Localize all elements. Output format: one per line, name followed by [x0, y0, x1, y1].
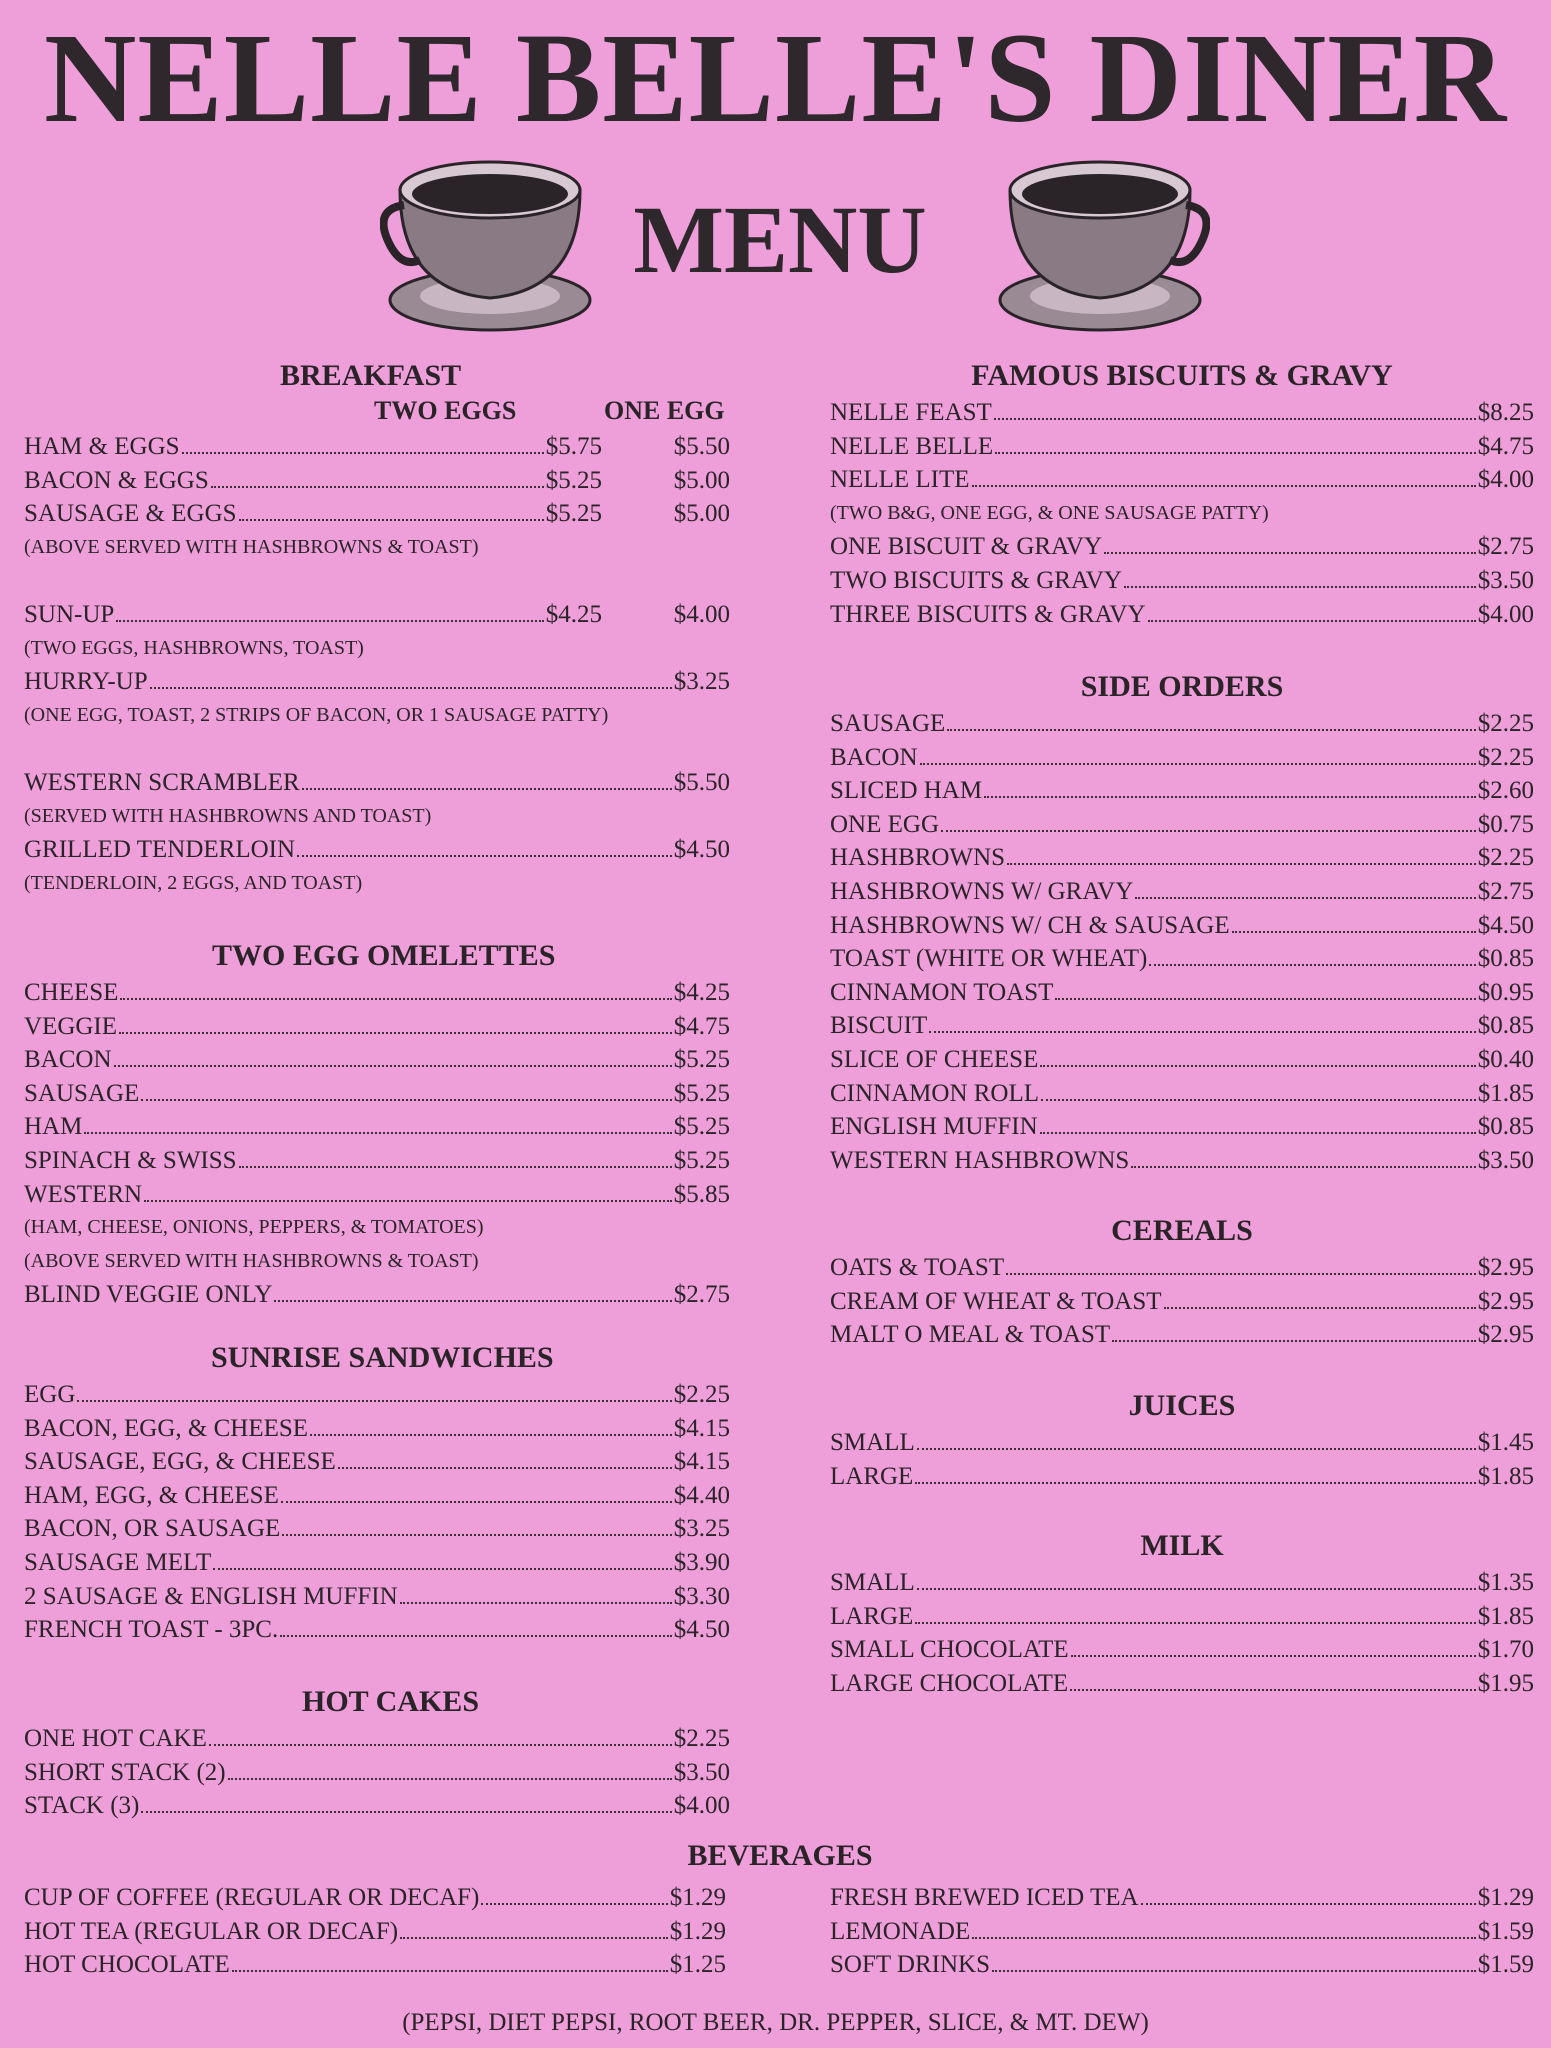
- item-name: HASHBROWNS W/ GRAVY: [830, 877, 1134, 905]
- menu-item: [24, 833, 730, 867]
- menu-item: [830, 1600, 1534, 1634]
- dot-leader: [338, 1447, 672, 1469]
- item-name: NELLE LITE: [830, 466, 970, 494]
- item-price: $5.50: [673, 768, 730, 796]
- menu-item: [830, 774, 1534, 808]
- item-name: HURRY-UP: [24, 668, 148, 696]
- menu-note: (HAM, CHEESE, ONIONS, PEPPERS, & TOMATOES): [24, 1216, 484, 1239]
- section-title: TWO EGG OMELETTES: [212, 939, 556, 972]
- item-name: GRILLED TENDERLOIN: [24, 836, 296, 864]
- item-name: LARGE CHOCOLATE: [830, 1669, 1069, 1697]
- menu-item: [830, 598, 1534, 632]
- dot-leader: [400, 1917, 668, 1939]
- menu-item: [24, 1445, 730, 1479]
- dot-leader: [150, 667, 672, 689]
- item-price: $5.25: [545, 500, 602, 528]
- item-price: $1.95: [1477, 1669, 1534, 1697]
- dot-leader: [947, 709, 1475, 731]
- item-price: $4.00: [1477, 466, 1534, 494]
- item-name: OATS & TOAST: [830, 1254, 1005, 1281]
- section-title: HOT CAKES: [302, 1685, 479, 1718]
- menu-item: [24, 1948, 726, 1982]
- menu-item: [830, 1948, 1534, 1982]
- item-price: $3.30: [673, 1582, 730, 1610]
- sides-section: [830, 669, 1534, 1177]
- dot-leader: [994, 398, 1476, 420]
- item-price-one-egg: $4.00: [673, 600, 730, 628]
- item-name: HASHBROWNS W/ CH & SAUSAGE: [830, 911, 1230, 939]
- dot-leader: [84, 1112, 671, 1134]
- dot-leader: [1055, 978, 1475, 1000]
- dot-leader: [297, 835, 672, 857]
- dot-leader: [116, 600, 543, 622]
- section-title: BREAKFAST: [280, 359, 462, 392]
- item-name: 2 SAUSAGE & ENGLISH MUFFIN: [24, 1582, 398, 1610]
- dot-leader: [281, 1481, 672, 1503]
- item-name: SMALL CHOCOLATE: [830, 1636, 1069, 1664]
- dot-leader: [310, 1414, 672, 1436]
- dot-leader: [917, 1428, 1476, 1450]
- menu-item: [24, 464, 730, 498]
- dot-leader: [120, 978, 671, 1000]
- item-price: $2.95: [1477, 1254, 1534, 1281]
- item-price-one-egg: $5.00: [673, 466, 730, 494]
- menu-item: [24, 1077, 730, 1111]
- item-price: $5.25: [673, 1113, 730, 1141]
- menu-item: [24, 1722, 730, 1756]
- item-price: $2.25: [1477, 710, 1534, 737]
- menu-note: (TWO EGGS, HASHBROWNS, TOAST): [24, 636, 364, 659]
- item-price: $5.85: [673, 1180, 730, 1208]
- omelettes-section: [24, 938, 730, 1312]
- menu-item: [830, 1633, 1534, 1667]
- dot-leader: [1070, 1669, 1476, 1691]
- menu-item: [830, 1915, 1534, 1949]
- item-price: $1.85: [1477, 1462, 1534, 1490]
- dot-leader: [992, 1950, 1476, 1972]
- item-price: $0.95: [1477, 978, 1534, 1006]
- item-price: $3.25: [673, 1515, 730, 1543]
- menu-item: [24, 1043, 730, 1077]
- menu-item: [830, 1110, 1534, 1144]
- dot-leader: [209, 1724, 672, 1746]
- dot-leader: [213, 1548, 671, 1570]
- item-name: THREE BISCUITS & GRAVY: [830, 600, 1146, 628]
- menu-item: [830, 1318, 1534, 1352]
- item-name: SLICE OF CHEESE: [830, 1045, 1039, 1073]
- item-price: $2.25: [1477, 743, 1534, 771]
- dot-leader: [917, 1568, 1476, 1590]
- item-name: LARGE: [830, 1602, 914, 1630]
- dot-leader: [1164, 1287, 1476, 1309]
- menu-item: [830, 1881, 1534, 1915]
- item-name: BACON, OR SAUSAGE: [24, 1515, 281, 1543]
- menu-item: [830, 976, 1534, 1010]
- dot-leader: [915, 1602, 1475, 1624]
- menu-item: [24, 1512, 730, 1546]
- item-price: $1.85: [1477, 1602, 1534, 1630]
- section-title: BEVERAGES: [687, 1839, 873, 1872]
- menu-item: [24, 598, 730, 632]
- item-name: SAUSAGE & EGGS: [24, 500, 237, 528]
- menu-heading: MENU: [633, 186, 927, 293]
- item-price: $1.85: [1477, 1079, 1534, 1107]
- menu-note: (TENDERLOIN, 2 EGGS, AND TOAST): [24, 871, 363, 894]
- item-name: SMALL: [830, 1569, 915, 1596]
- menu-item: [24, 665, 730, 699]
- item-price: $3.25: [673, 668, 730, 696]
- dot-leader: [929, 1011, 1476, 1033]
- item-name: BACON & EGGS: [24, 466, 209, 494]
- item-price: $2.95: [1477, 1321, 1534, 1349]
- beverages-right: [830, 1881, 1534, 1982]
- item-name: CINNAMON TOAST: [830, 978, 1054, 1006]
- item-name: SOFT DRINKS: [830, 1951, 990, 1979]
- coffee-cup-icon: [990, 150, 1210, 335]
- item-name: BACON: [24, 1046, 112, 1074]
- item-price: $4.15: [673, 1448, 730, 1476]
- item-price: $4.50: [1477, 911, 1534, 939]
- item-name: CHEESE: [24, 979, 119, 1006]
- cereals-section: [830, 1213, 1534, 1352]
- item-name: LARGE: [830, 1462, 914, 1490]
- menu-item: [830, 430, 1534, 464]
- beverages-left: [24, 1881, 726, 1982]
- milk-section: [830, 1528, 1534, 1700]
- item-name: HASHBROWNS: [830, 844, 1006, 872]
- item-price: $3.50: [673, 1758, 730, 1786]
- dot-leader: [1006, 1253, 1476, 1275]
- menu-note: (SERVED WITH HASHBROWNS AND TOAST): [24, 804, 432, 827]
- item-price: $0.75: [1477, 810, 1534, 838]
- item-name: TOAST (WHITE OR WHEAT): [830, 945, 1148, 973]
- menu-item: [830, 909, 1534, 943]
- menu-item: [830, 1077, 1534, 1111]
- dot-leader: [1148, 600, 1476, 622]
- dot-leader: [274, 1280, 671, 1302]
- dot-leader: [228, 1758, 672, 1780]
- breakfast-section: [24, 358, 730, 900]
- section-title: SIDE ORDERS: [1080, 670, 1284, 703]
- dot-leader: [1124, 566, 1476, 588]
- item-name: FRESH BREWED ICED TEA: [830, 1884, 1139, 1911]
- breakfast-column-headers: [24, 396, 730, 430]
- column-one-egg: ONE EGG: [604, 396, 725, 425]
- item-price: $1.70: [1477, 1636, 1534, 1664]
- dot-leader: [1104, 532, 1476, 554]
- item-name: HOT TEA (REGULAR OR DECAF): [24, 1917, 399, 1945]
- item-name: WESTERN SCRAMBLER: [24, 768, 300, 796]
- item-name: LEMONADE: [830, 1917, 971, 1945]
- menu-item: [24, 430, 730, 464]
- menu-item: [830, 1251, 1534, 1285]
- dot-leader: [232, 1950, 668, 1972]
- menu-item: [830, 396, 1534, 430]
- menu-item: [830, 841, 1534, 875]
- item-name: BACON: [830, 743, 918, 771]
- menu-item: [24, 1881, 726, 1915]
- item-name: STACK (3): [24, 1792, 140, 1820]
- dot-leader: [1112, 1320, 1476, 1342]
- item-price: $5.25: [673, 1146, 730, 1174]
- item-name: CINNAMON ROLL: [830, 1079, 1040, 1107]
- menu-item: [24, 1412, 730, 1446]
- menu-item: [830, 1667, 1534, 1701]
- item-name: EGG: [24, 1381, 76, 1408]
- dot-leader: [1232, 911, 1476, 933]
- menu-item: [830, 1566, 1534, 1600]
- item-price: $4.25: [673, 979, 730, 1006]
- dot-leader: [114, 1045, 672, 1067]
- item-price: $0.85: [1477, 1113, 1534, 1141]
- biscuits-section: [830, 358, 1534, 631]
- dot-leader: [1149, 944, 1475, 966]
- section-title: CEREALS: [1111, 1214, 1253, 1247]
- menu-item: [830, 1426, 1534, 1460]
- item-price: $4.25: [545, 600, 602, 628]
- item-price: $2.95: [1477, 1287, 1534, 1315]
- item-price: $0.85: [1477, 945, 1534, 973]
- soft-drinks-note: (PEPSI, DIET PEPSI, ROOT BEER, DR. PEPPER, SLICE, & MT. DEW): [402, 2009, 1149, 2036]
- dot-leader: [1071, 1635, 1476, 1657]
- item-price: $3.50: [1477, 1146, 1534, 1174]
- dot-leader: [119, 1012, 672, 1034]
- dot-leader: [144, 1180, 672, 1202]
- menu-item: [830, 875, 1534, 909]
- item-price: $1.59: [1477, 1917, 1534, 1945]
- dot-leader: [481, 1883, 667, 1905]
- item-price: $1.45: [1477, 1429, 1534, 1456]
- item-price: $2.60: [1477, 777, 1534, 805]
- dot-leader: [920, 743, 1476, 765]
- item-price: $4.00: [673, 1792, 730, 1820]
- juices-section: [830, 1388, 1534, 1493]
- item-price: $1.29: [669, 1917, 726, 1945]
- menu-note: (ABOVE SERVED WITH HASHBROWNS & TOAST): [24, 1249, 479, 1272]
- item-name: SUN-UP: [24, 600, 115, 628]
- dot-leader: [1135, 877, 1475, 899]
- dot-leader: [239, 499, 544, 521]
- menu-item: [830, 942, 1534, 976]
- item-price: $8.25: [1477, 399, 1534, 426]
- dot-leader: [995, 432, 1476, 454]
- menu-item: [24, 1789, 730, 1823]
- dot-leader: [972, 1917, 1475, 1939]
- menu-item: [24, 1178, 730, 1212]
- item-price: $2.25: [673, 1725, 730, 1752]
- dot-leader: [211, 466, 544, 488]
- item-name: HOT CHOCOLATE: [24, 1951, 230, 1979]
- dot-leader: [984, 776, 1476, 798]
- diner-title: NELLE BELLE'S DINER: [43, 7, 1508, 149]
- dot-leader: [400, 1582, 672, 1604]
- menu-item: [830, 707, 1534, 741]
- item-name: SAUSAGE MELT: [24, 1548, 212, 1576]
- dot-leader: [141, 1079, 671, 1101]
- section-title: MILK: [1140, 1529, 1224, 1562]
- menu-note: (TWO B&G, ONE EGG, & ONE SAUSAGE PATTY): [830, 501, 1269, 524]
- menu-item: [24, 1378, 730, 1412]
- menu-item: [24, 1110, 730, 1144]
- item-name: ONE HOT CAKE: [24, 1725, 207, 1752]
- hotcakes-section: [24, 1684, 730, 1823]
- item-name: SMALL: [830, 1429, 915, 1456]
- menu-item: [830, 463, 1534, 497]
- item-price: $4.40: [673, 1481, 730, 1509]
- menu-item: [830, 1009, 1534, 1043]
- menu-item: [830, 1460, 1534, 1494]
- dot-leader: [182, 432, 544, 454]
- item-name: SAUSAGE: [24, 1079, 140, 1107]
- menu-item: [24, 1756, 730, 1790]
- menu-item: [24, 1580, 730, 1614]
- item-price: $0.40: [1477, 1045, 1534, 1073]
- dot-leader: [280, 1615, 672, 1637]
- item-price: $2.75: [1477, 533, 1534, 561]
- item-price: $4.50: [673, 1616, 730, 1644]
- item-name: MALT O MEAL & TOAST: [830, 1321, 1111, 1349]
- item-price: $1.29: [669, 1884, 726, 1911]
- item-name: ENGLISH MUFFIN: [830, 1113, 1038, 1141]
- dot-leader: [915, 1462, 1475, 1484]
- item-name: SLICED HAM: [830, 777, 983, 805]
- menu-item: [24, 1144, 730, 1178]
- dot-leader: [1041, 1079, 1476, 1101]
- menu-note: (ONE EGG, TOAST, 2 STRIPS OF BACON, OR 1 SAUSAGE PATTY): [24, 703, 609, 726]
- item-name: BLIND VEGGIE ONLY: [24, 1281, 273, 1309]
- item-name: CREAM OF WHEAT & TOAST: [830, 1287, 1162, 1315]
- section-title: SUNRISE SANDWICHES: [211, 1341, 554, 1374]
- item-name: HAM, EGG, & CHEESE: [24, 1481, 279, 1509]
- item-name: SAUSAGE, EGG, & CHEESE: [24, 1448, 336, 1476]
- item-name: FRENCH TOAST - 3PC.: [24, 1616, 279, 1644]
- item-price: $5.25: [673, 1079, 730, 1107]
- item-price: $2.25: [673, 1381, 730, 1408]
- dot-leader: [1040, 1112, 1476, 1134]
- item-name: SPINACH & SWISS: [24, 1146, 237, 1174]
- item-name: VEGGIE: [24, 1012, 118, 1040]
- item-price: $5.75: [545, 433, 602, 460]
- menu-item: [24, 1010, 730, 1044]
- dot-leader: [282, 1514, 671, 1536]
- item-price: $1.29: [1477, 1884, 1534, 1911]
- menu-item: [830, 808, 1534, 842]
- menu-item: [830, 1144, 1534, 1178]
- item-price: $2.75: [1477, 877, 1534, 905]
- dot-leader: [1131, 1146, 1475, 1168]
- item-price: $0.85: [1477, 1012, 1534, 1040]
- menu-item: [24, 1613, 730, 1647]
- item-name: BISCUIT: [830, 1012, 928, 1040]
- dot-leader: [239, 1146, 672, 1168]
- dot-leader: [302, 768, 672, 790]
- dot-leader: [1040, 1045, 1475, 1067]
- menu-item: [24, 976, 730, 1010]
- menu-item: [24, 1278, 730, 1312]
- column-two-eggs: TWO EGGS: [374, 396, 517, 425]
- menu-item: [24, 766, 730, 800]
- item-name: NELLE BELLE: [830, 432, 994, 460]
- menu-item: [830, 1043, 1534, 1077]
- menu-item: [24, 497, 730, 531]
- item-price: $3.90: [673, 1548, 730, 1576]
- item-name: WESTERN: [24, 1180, 143, 1208]
- dot-leader: [1141, 1883, 1476, 1905]
- item-price-one-egg: $5.00: [673, 500, 730, 528]
- section-title: FAMOUS BISCUITS & GRAVY: [971, 359, 1393, 392]
- menu-item: [830, 741, 1534, 775]
- item-price: $2.75: [673, 1281, 730, 1309]
- dot-leader: [1007, 843, 1476, 865]
- item-price: $3.50: [1477, 566, 1534, 594]
- item-name: HAM & EGGS: [24, 433, 180, 460]
- menu-item: [830, 1285, 1534, 1319]
- item-name: BACON, EGG, & CHEESE: [24, 1414, 309, 1442]
- item-price: $1.59: [1477, 1951, 1534, 1979]
- dot-leader: [77, 1380, 671, 1402]
- item-name: NELLE FEAST: [830, 399, 992, 426]
- section-title: JUICES: [1128, 1389, 1236, 1422]
- menu-item: [830, 564, 1534, 598]
- item-name: ONE EGG: [830, 810, 940, 838]
- item-name: CUP OF COFFEE (REGULAR OR DECAF): [24, 1884, 480, 1911]
- item-name: TWO BISCUITS & GRAVY: [830, 566, 1122, 594]
- item-price: $1.35: [1477, 1569, 1534, 1596]
- item-price: $5.25: [673, 1046, 730, 1074]
- menu-item: [24, 1915, 726, 1949]
- item-price: $4.00: [1477, 600, 1534, 628]
- item-price: $4.75: [673, 1012, 730, 1040]
- item-name: SHORT STACK (2): [24, 1758, 226, 1786]
- menu-item: [24, 1479, 730, 1513]
- item-price: $1.25: [669, 1951, 726, 1979]
- item-price: $4.15: [673, 1414, 730, 1442]
- item-name: SAUSAGE: [830, 710, 946, 737]
- menu-note: (ABOVE SERVED WITH HASHBROWNS & TOAST): [24, 535, 479, 558]
- item-price: $2.25: [1477, 844, 1534, 872]
- item-name: HAM: [24, 1113, 83, 1141]
- item-name: ONE BISCUIT & GRAVY: [830, 533, 1103, 561]
- menu-item: [830, 530, 1534, 564]
- dot-leader: [941, 810, 1476, 832]
- item-price-one-egg: $5.50: [673, 433, 730, 460]
- item-price: $5.25: [545, 466, 602, 494]
- item-price: $4.50: [673, 836, 730, 864]
- sandwiches-section: [24, 1340, 730, 1647]
- item-name: WESTERN HASHBROWNS: [830, 1146, 1130, 1174]
- dot-leader: [141, 1791, 671, 1813]
- item-price: $4.75: [1477, 432, 1534, 460]
- menu-item: [24, 1546, 730, 1580]
- dot-leader: [972, 465, 1476, 487]
